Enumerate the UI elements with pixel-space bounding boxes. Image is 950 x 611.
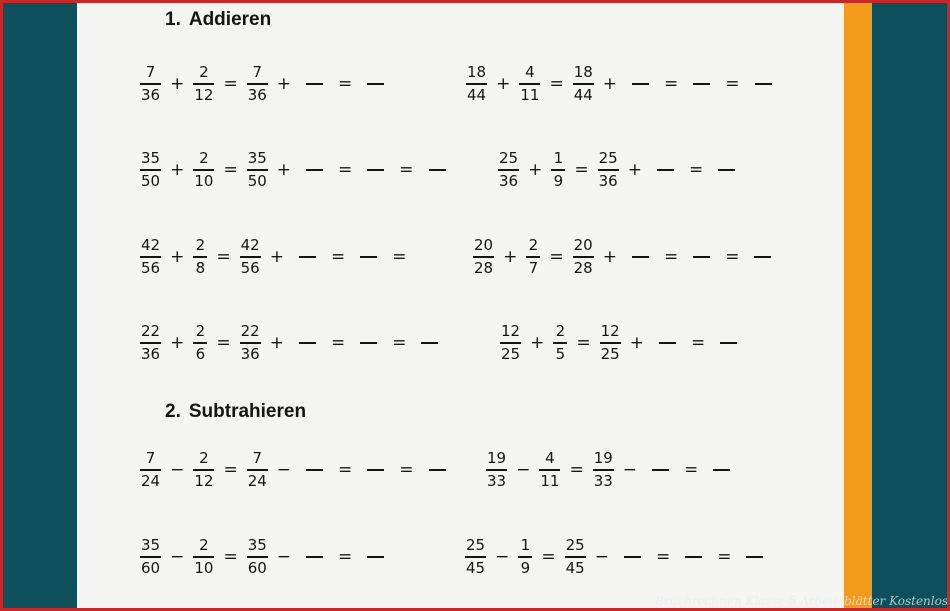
fraction [573,64,594,104]
fraction [247,150,268,190]
operator: = [216,333,231,353]
denominator: 36 [240,344,260,363]
numerator: 2 [195,236,206,255]
denominator: 50 [141,171,161,190]
fraction [193,537,214,577]
fraction-bar [140,169,161,171]
fraction [247,64,268,104]
fraction-bar [573,83,594,85]
numerator: 35 [141,536,161,555]
fraction-bar [600,342,621,344]
denominator: 45 [466,558,486,577]
operator: + [602,74,618,94]
fraction-exercise [140,440,452,500]
operator: = [655,547,671,567]
answer-line [429,469,446,471]
answer-line [685,556,702,558]
denominator: 44 [573,85,593,104]
fraction-bar [193,256,207,258]
numerator: 35 [247,149,267,168]
section-number: 1. [165,9,181,30]
fraction-bar [247,83,268,85]
fraction [465,537,486,577]
fraction-bar [500,342,521,344]
numerator: 1 [520,536,531,555]
section-number: 2. [165,401,181,422]
numerator: 20 [474,236,494,255]
fraction [526,237,540,277]
fraction [140,150,161,190]
operator: = [688,160,704,180]
denominator: 24 [247,471,267,490]
numerator: 22 [141,322,161,341]
fraction [240,323,261,363]
answer-line [299,342,316,344]
fraction [193,150,214,190]
numerator: 12 [501,322,521,341]
operator: + [496,74,511,94]
fraction [551,150,565,190]
fraction [573,237,594,277]
operator: = [338,547,353,567]
fraction [193,64,214,104]
answer-line [754,256,771,258]
operator: + [170,160,185,180]
numerator: 7 [145,449,156,468]
answer-line [306,83,323,85]
numerator: 2 [555,322,566,341]
numerator: 2 [199,63,209,82]
answer-line [421,342,438,344]
answer-blanks [261,247,416,267]
operator: = [549,74,564,94]
fraction-bar [486,469,507,471]
fraction-exercise [140,140,452,200]
answer-blanks [621,333,744,353]
operator: = [392,247,407,267]
orange-accent-band [844,0,872,611]
numerator: 4 [525,63,535,82]
operator: − [170,460,185,480]
fraction-exercise [140,54,390,114]
numerator: 7 [252,63,262,82]
operator: = [664,74,679,94]
denominator: 60 [141,558,161,577]
fraction-bar [193,342,207,344]
numerator: 19 [487,449,507,468]
numerator: 4 [545,449,555,468]
operator: = [399,160,414,180]
fraction-bar [140,469,161,471]
fraction-bar [140,256,161,258]
denominator: 60 [247,558,267,577]
operator: = [663,247,679,267]
operator: = [717,547,732,567]
operator: + [629,333,644,353]
denominator: 10 [194,171,214,190]
denominator: 5 [555,344,566,363]
denominator: 50 [247,171,267,190]
operator: = [392,333,407,353]
answer-blanks [619,160,742,180]
denominator: 12 [194,471,214,490]
fraction [598,150,619,190]
operator: = [330,247,346,267]
numerator: 35 [141,149,161,168]
denominator: 36 [499,171,519,190]
answer-line [652,469,669,471]
fraction-bar [593,469,614,471]
fraction [247,450,268,490]
fraction [593,450,614,490]
answer-blanks [614,460,737,480]
fraction-bar [518,556,532,558]
fraction [565,537,586,577]
fraction-bar [247,169,268,171]
operator: + [269,247,284,267]
fraction-bar [247,556,268,558]
answer-line [367,83,384,85]
fraction [518,537,532,577]
denominator: 56 [141,258,161,277]
section-heading-subtrahieren [165,401,306,423]
fraction [486,450,507,490]
operator: = [216,247,231,267]
numerator: 1 [553,149,564,168]
operator: − [276,460,292,480]
fraction-exercise [140,227,415,287]
answer-line [367,556,384,558]
numerator: 22 [240,322,260,341]
fraction-bar [140,342,161,344]
numerator: 35 [247,536,267,555]
fraction-bar [193,469,214,471]
fraction-exercise [498,140,741,200]
fraction [140,537,161,577]
fraction-exercise [473,227,777,287]
fraction-bar [473,256,494,258]
operator: = [576,333,591,353]
numerator: 20 [573,236,593,255]
numerator: 2 [199,149,209,168]
answer-line [718,169,735,171]
numerator: 42 [141,236,161,255]
numerator: 25 [565,536,585,555]
answer-line [367,469,384,471]
operator: + [276,160,292,180]
operator: = [569,460,584,480]
fraction [140,450,161,490]
operator: + [528,160,543,180]
operator: + [170,247,185,267]
fraction-exercise [140,527,390,587]
answer-blanks [268,547,391,567]
answer-line [306,469,323,471]
denominator: 36 [141,85,161,104]
answer-line [755,83,772,85]
answer-line [360,256,377,258]
fraction [600,323,621,363]
denominator: 8 [195,258,206,277]
numerator: 12 [600,322,620,341]
denominator: 9 [520,558,531,577]
fraction-bar [240,342,261,344]
operator: = [549,247,564,267]
answer-blanks [261,333,445,353]
answer-line [632,83,649,85]
operator: = [223,460,238,480]
numerator: 7 [252,449,262,468]
operator: − [594,547,609,567]
answer-line [360,342,377,344]
fraction-bar [140,556,161,558]
numerator: 18 [467,63,487,82]
fraction-bar [193,169,214,171]
operator: = [330,333,346,353]
denominator: 45 [565,558,585,577]
numerator: 7 [145,63,156,82]
answer-blanks [268,74,391,94]
fraction-bar [140,83,161,85]
fraction-exercise [500,313,743,373]
fraction [519,64,540,104]
denominator: 36 [598,171,618,190]
right-color-band [872,0,950,611]
fraction-bar [573,256,594,258]
denominator: 33 [593,471,613,490]
answer-blanks [586,547,770,567]
numerator: 2 [199,536,209,555]
answer-blanks [268,160,452,180]
answer-line [306,556,323,558]
operator: + [602,247,617,267]
operator: − [516,460,531,480]
fraction-bar [247,469,268,471]
operator: = [223,160,238,180]
fraction [553,323,567,363]
operator: = [223,74,238,94]
fraction [140,323,161,363]
operator: + [269,333,284,353]
answer-line [659,342,676,344]
answer-line [693,256,710,258]
operator: = [223,547,238,567]
numerator: 18 [573,63,593,82]
operator: − [276,547,292,567]
denominator: 33 [487,471,507,490]
answer-line [746,556,763,558]
numerator: 19 [593,449,613,468]
operator: = [574,160,589,180]
answer-line [306,169,323,171]
fraction-bar [551,169,565,171]
operator: + [503,247,518,267]
fraction-bar [466,83,487,85]
fraction-bar [553,342,567,344]
denominator: 6 [195,344,206,363]
answer-line [713,469,730,471]
numerator: 25 [499,149,519,168]
fraction [539,450,560,490]
fraction [466,64,487,104]
numerator: 42 [240,236,260,255]
fraction [193,450,214,490]
fraction [247,537,268,577]
numerator: 2 [528,236,539,255]
denominator: 36 [141,344,161,363]
fraction [140,64,161,104]
denominator: 56 [240,258,260,277]
fraction-exercise [140,313,444,373]
denominator: 36 [247,85,267,104]
fraction-exercise [486,440,736,500]
denominator: 24 [141,471,161,490]
fraction [498,150,519,190]
section-title: Subtrahieren [188,401,307,422]
numerator: 25 [466,536,486,555]
fraction-bar [193,556,214,558]
section-title: Addieren [188,9,272,30]
operator: − [622,460,638,480]
answer-blanks [594,247,778,267]
fraction-bar [465,556,486,558]
watermark-text: Bruchrechnen Klasse 5 Arbeitsblätter Kostenlos [655,594,948,608]
fraction-bar [498,169,519,171]
fraction-bar [519,83,540,85]
fraction [193,323,207,363]
answer-blanks [268,460,452,480]
operator: − [170,547,185,567]
fraction [193,237,207,277]
operator: + [170,74,185,94]
denominator: 11 [520,85,540,104]
operator: − [495,547,510,567]
answer-line [693,83,710,85]
operator: = [541,547,556,567]
numerator: 2 [195,322,206,341]
operator: + [530,333,545,353]
operator: = [399,460,414,480]
operator: = [684,460,699,480]
answer-line [367,169,384,171]
fraction-bar [565,556,586,558]
answer-line [657,169,674,171]
fraction-exercise [466,54,778,114]
numerator: 25 [598,149,618,168]
fraction-bar [240,256,261,258]
fraction [240,237,261,277]
answer-line [429,169,446,171]
operator: = [338,460,353,480]
operator: + [627,160,642,180]
fraction-bar [539,469,560,471]
operator: = [338,160,353,180]
fraction-bar [526,256,540,258]
fraction-exercise [465,527,769,587]
denominator: 7 [528,258,539,277]
left-color-band [0,0,77,611]
denominator: 9 [553,171,564,190]
fraction [473,237,494,277]
operator: = [338,74,353,94]
denominator: 28 [573,258,593,277]
operator: + [170,333,185,353]
numerator: 2 [199,449,209,468]
fraction-bar [598,169,619,171]
fraction-bar [193,83,214,85]
operator: + [276,74,292,94]
denominator: 11 [540,471,560,490]
answer-blanks [594,74,778,94]
denominator: 25 [600,344,620,363]
operator: = [690,333,706,353]
denominator: 28 [474,258,494,277]
answer-line [299,256,316,258]
fraction [500,323,521,363]
operator: = [725,247,740,267]
answer-line [632,256,649,258]
denominator: 44 [467,85,487,104]
answer-line [720,342,737,344]
operator: = [725,74,740,94]
section-heading-addieren [165,9,271,31]
fraction [140,237,161,277]
denominator: 12 [194,85,214,104]
answer-line [624,556,641,558]
denominator: 10 [194,558,214,577]
denominator: 25 [501,344,521,363]
